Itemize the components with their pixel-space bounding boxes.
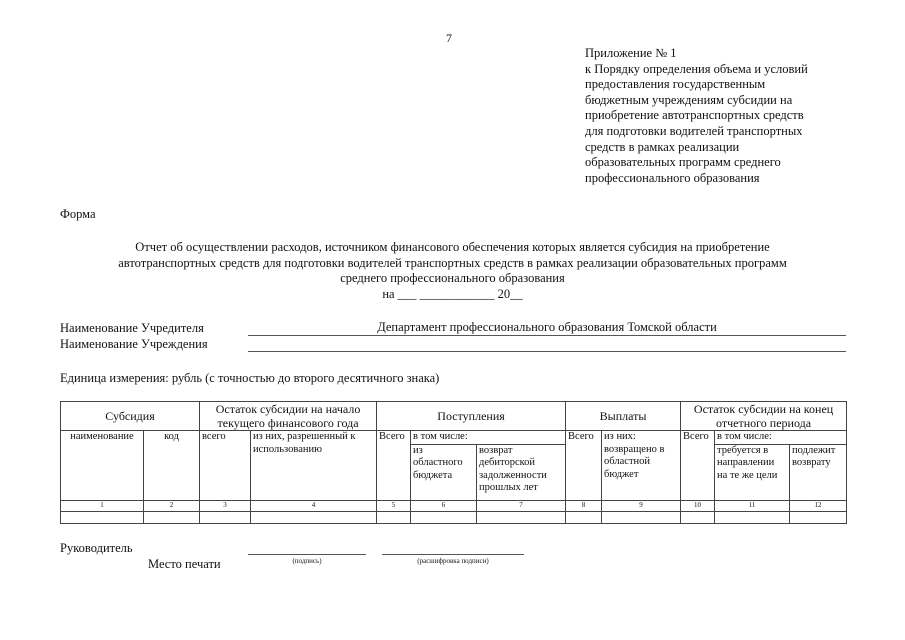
column-number: 6 [411, 500, 477, 511]
col-receipts-incl: в том числе: [411, 431, 566, 445]
table-cell[interactable] [411, 511, 477, 523]
table-cell[interactable] [144, 511, 200, 523]
col-receipts-total: Всего [377, 431, 411, 501]
column-number: 5 [377, 500, 411, 511]
header-balance-start: Остаток субсидии на начало текущего финансового года [200, 402, 377, 431]
col-from-regional-budget: из областного бюджета [411, 444, 477, 500]
column-number: 2 [144, 500, 200, 511]
signature-decoding-caption: (расшифровка подписи) [417, 557, 489, 565]
appendix-line: приобретение автотранспортных средств [585, 108, 804, 123]
table-cell[interactable] [377, 511, 411, 523]
column-number: 9 [602, 500, 681, 511]
unit-of-measure: Единица измерения: рубль (с точностью до второго десятичного знака) [60, 371, 440, 385]
column-number: 7 [477, 500, 566, 511]
column-number: 8 [566, 500, 602, 511]
col-code: код [144, 431, 200, 501]
col-payments-of-which: из них: [604, 431, 636, 442]
signature-line[interactable] [248, 544, 366, 555]
table-cell[interactable] [61, 511, 144, 523]
table-row [61, 511, 847, 523]
col-receivables-return: возврат дебиторской задолженности прошлых лет [477, 444, 566, 500]
table-cell[interactable] [251, 511, 377, 523]
report-title-line: среднего профессионального образования [340, 271, 565, 286]
report-table [60, 401, 847, 524]
appendix-line: бюджетным учреждениям субсидии на [585, 92, 793, 107]
col-payments-total: Всего [566, 431, 602, 501]
report-date-line: на ___ ____________ 20__ [382, 286, 523, 301]
institution-label: Наименование Учреждения [60, 337, 208, 351]
column-number: 10 [681, 500, 715, 511]
signature-decoding-line[interactable] [382, 544, 524, 555]
appendix-line: для подготовки водителей транспортных [585, 123, 803, 138]
institution-field[interactable] [248, 336, 846, 352]
table-cell[interactable] [715, 511, 790, 523]
report-title-line: Отчет об осуществлении расходов, источником финансового обеспечения которых является субсидия на приобретение [135, 240, 770, 254]
column-number: 11 [715, 500, 790, 511]
report-title-line: автотранспортных средств для подготовки водителей транспортных средств в рамках реализации образовательных программ [118, 255, 787, 270]
header-subsidy: Субсидия [61, 402, 200, 431]
head-label: Руководитель [60, 541, 133, 555]
header-receipts: Поступления [377, 402, 566, 431]
table-cell[interactable] [477, 511, 566, 523]
column-number: 3 [200, 500, 251, 511]
founder-label: Наименование Учредителя [60, 321, 204, 335]
col-returned-to-budget: возвращено в областной бюджет [604, 443, 665, 480]
header-balance-end: Остаток субсидии на конец отчетного периода [681, 402, 847, 431]
table-cell[interactable] [566, 511, 602, 523]
header-payments: Выплаты [566, 402, 681, 431]
seal-label: Место печати [148, 557, 221, 571]
column-number: 1 [61, 500, 144, 511]
table-cell[interactable] [790, 511, 847, 523]
founder-field[interactable]: Департамент профессионального образования Томской области [248, 320, 846, 336]
col-payments-returned [602, 431, 681, 501]
report-title [40, 240, 865, 302]
column-number: 12 [790, 500, 847, 511]
appendix-line: Приложение № 1 [585, 46, 677, 60]
col-end-incl: в том числе: [715, 431, 847, 445]
table-cell[interactable] [602, 511, 681, 523]
appendix-line: предоставления государственным [585, 77, 766, 92]
column-number: 4 [251, 500, 377, 511]
col-name: наименование [61, 431, 144, 501]
col-allowed-use: из них, разрешенный к использованию [251, 431, 377, 501]
appendix-line: образовательных программ среднего [585, 155, 781, 170]
page-number: 7 [446, 31, 452, 45]
appendix-line: средств в рамках реализации [585, 139, 740, 154]
table-cell[interactable] [200, 511, 251, 523]
form-label: Форма [60, 207, 96, 221]
col-to-be-returned: подлежит возврату [790, 444, 847, 500]
col-required-same-purpose: требуется в направлении на те же цели [715, 444, 790, 500]
appendix-line: к Порядку определения объема и условий [585, 61, 808, 76]
signature-caption: (подпись) [292, 557, 322, 565]
appendix-line: профессионального образования [585, 170, 760, 185]
col-end-total: Всего [681, 431, 715, 501]
col-start-total: всего [200, 431, 251, 501]
appendix-block [585, 46, 885, 186]
table-cell[interactable] [681, 511, 715, 523]
